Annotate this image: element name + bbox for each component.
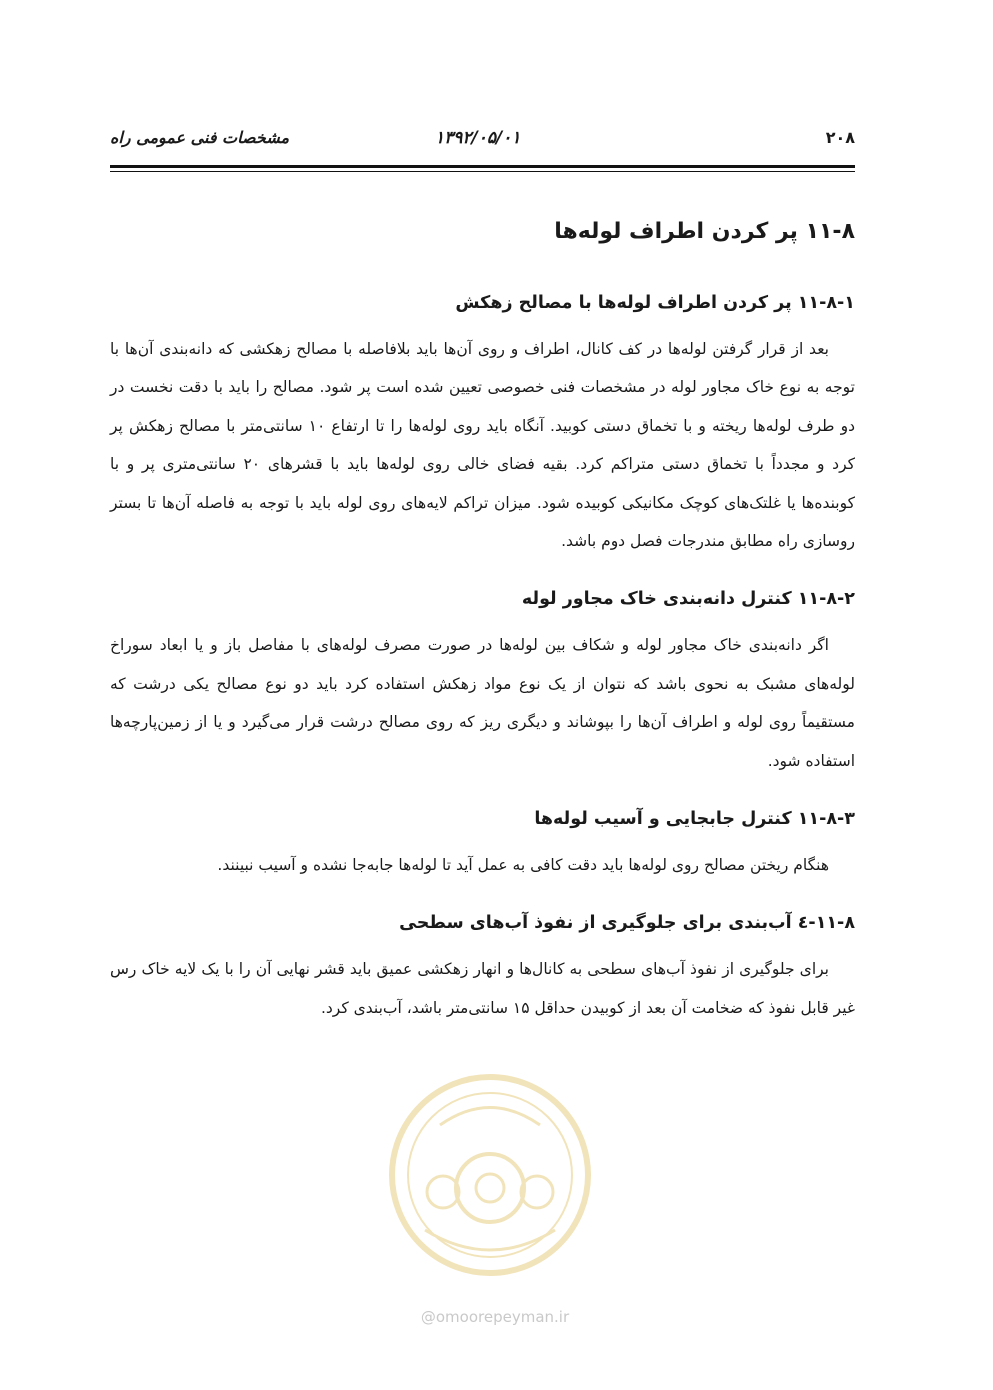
page-number: ۲۰۸ [825,128,855,147]
section-title: ۱۱-۸ پر کردن اطراف لوله‌ها [554,219,855,244]
book-title: مشخصات فنی عمومی راه [110,128,290,147]
watermark-url: @omoorepeyman.ir [420,1308,570,1326]
page-content [110,212,855,1049]
watermark-seal-icon [385,1070,595,1280]
page-header [110,128,855,158]
subsection-text: برای جلوگیری از نفوذ آب‌های سطحی به کانال‌ها و انهار زهکشی عمیق باید قشر نهایی آن را با یک لایه خاک رس غیر قابل نفوذ که ضخامت آن بعد از کوبیدن حداقل ۱۵ سانتی‌متر باشد، آب‌بندی کرد. [110,960,855,1017]
subsection-4 [110,906,855,1027]
header-rule-thick [110,165,855,168]
subsection-text: هنگام ریختن مصالح روی لوله‌ها باید دقت کافی به عمل آید تا لوله‌ها جابه‌جا نشده و آسیب نبینند. [217,856,829,875]
subsection-3 [110,802,855,884]
subsection-1 [110,286,855,560]
subsection-title: ۱۱-۸-۲ کنترل دانه‌بندی خاک مجاور لوله [521,589,855,610]
subsection-2 [110,582,855,780]
subsection-text: بعد از قرار گرفتن لوله‌ها در کف کانال، اطراف و روی آن‌ها باید بلافاصله با مصالح زهکشی که دانه‌بندی آن‌ها با توجه به نوع خاک مجاور لوله در مشخصات فنی خصوصی تعیین شده است پر شود. مصالح را باید با دقت نخست در دو طرف لوله‌ها ریخته و با تخماق دستی کوبید. آنگاه باید روی لوله‌ها را تا ارتفاع ۱۰ سانتی‌متر با مصالح زهکش پر کرد و مجدداً با تخماق دستی متراکم کرد. بقیه فضای خالی روی لوله‌ها باید با قشرهای ۲۰ سانتی‌متری پر و با کوبنده‌ها یا غلتک‌های کوچک مکانیکی کوبیده شود. میزان تراکم لایه‌های روی لوله باید با توجه به فاصله آن‌ها تا بستر روسازی راه مطابق مندرجات فصل دوم باشد. [110,340,855,551]
header-rule-thin [110,171,855,172]
subsection-title: ۱۱-۸-۳ کنترل جابجایی و آسیب لوله‌ها [534,809,855,830]
subsection-title: ۱۱-۸-٤ آب‌بندی برای جلوگیری از نفوذ آب‌های سطحی [399,913,855,934]
header-date: ۱۳۹۲/۰۵/۰۱ [435,128,521,148]
subsection-text: اگر دانه‌بندی خاک مجاور لوله و شکاف بین لوله‌ها در صورت مصرف لوله‌های با مفاصل باز و یا ابعاد سوراخ لوله‌های مشبک به نحوی باشد که نتوان از یک نوع مواد زهکش استفاده کرد باید دو نوع مصالح یکی درشت که مستقیماً روی لوله و اطراف آن‌ها را بپوشاند و دیگری ریز که روی مصالح درشت قرار می‌گیرد و یا از زمین‌پارچه‌ها استفاده شود. [110,636,855,770]
subsection-title: ۱۱-۸-۱ پر کردن اطراف لوله‌ها با مصالح زهکش [455,293,855,313]
